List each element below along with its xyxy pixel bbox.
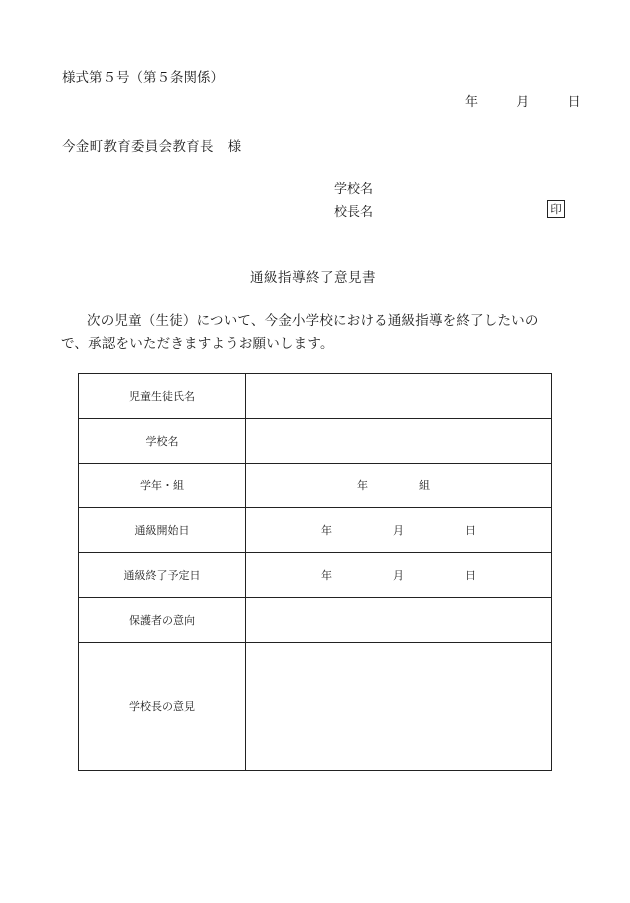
principal-opinion-label: 学校長の意見 xyxy=(79,642,246,770)
body-line-2: で、承認をいただきますようお願いします。 xyxy=(61,336,334,352)
start-date-label: 通級開始日 xyxy=(79,508,246,553)
row-grade-class xyxy=(79,463,552,508)
end-day-unit: 日 xyxy=(465,569,476,583)
date-year-unit: 年 xyxy=(465,95,479,110)
end-date-label: 通級終了予定日 xyxy=(79,553,246,598)
grade-class-unit: 組 xyxy=(419,479,430,493)
end-year-unit: 年 xyxy=(321,569,332,583)
row-principal-opinion xyxy=(79,642,552,770)
end-month-unit: 月 xyxy=(393,569,404,583)
date-day-unit: 日 xyxy=(567,95,581,110)
row-end-date xyxy=(79,553,552,598)
document-title: 通級指導終了意見書 xyxy=(250,270,376,286)
seal-mark: 印 xyxy=(547,200,565,218)
end-date-field[interactable] xyxy=(246,553,552,598)
guardian-intent-label: 保護者の意向 xyxy=(79,597,246,642)
start-date-field[interactable] xyxy=(246,508,552,553)
row-guardian-intent xyxy=(79,597,552,642)
student-name-field[interactable] xyxy=(246,374,552,419)
student-name-label: 児童生徒氏名 xyxy=(79,374,246,419)
body-text xyxy=(61,310,579,356)
form-number: 様式第５号（第５条関係） xyxy=(62,70,224,86)
sender-school-label: 学校名 xyxy=(334,182,374,197)
school-name-label: 学校名 xyxy=(79,418,246,463)
row-school-name xyxy=(79,418,552,463)
sender-principal-label: 校長名 xyxy=(334,205,374,220)
guardian-intent-field[interactable] xyxy=(246,597,552,642)
application-table xyxy=(78,373,552,771)
submission-date xyxy=(465,91,581,110)
row-student-name xyxy=(79,374,552,419)
row-start-date xyxy=(79,508,552,553)
grade-year-unit: 年 xyxy=(357,479,368,493)
start-day-unit: 日 xyxy=(465,524,476,538)
school-name-field[interactable] xyxy=(246,418,552,463)
start-month-unit: 月 xyxy=(393,524,404,538)
body-line-1: 次の児童（生徒）について、今金小学校における通級指導を終了したいの xyxy=(87,313,539,329)
start-year-unit: 年 xyxy=(321,524,332,538)
date-month-unit: 月 xyxy=(516,95,530,110)
grade-class-label: 学年・組 xyxy=(79,463,246,508)
addressee: 今金町教育委員会教育長 様 xyxy=(62,139,242,155)
grade-class-field[interactable] xyxy=(246,463,552,508)
principal-opinion-field[interactable] xyxy=(246,642,552,770)
